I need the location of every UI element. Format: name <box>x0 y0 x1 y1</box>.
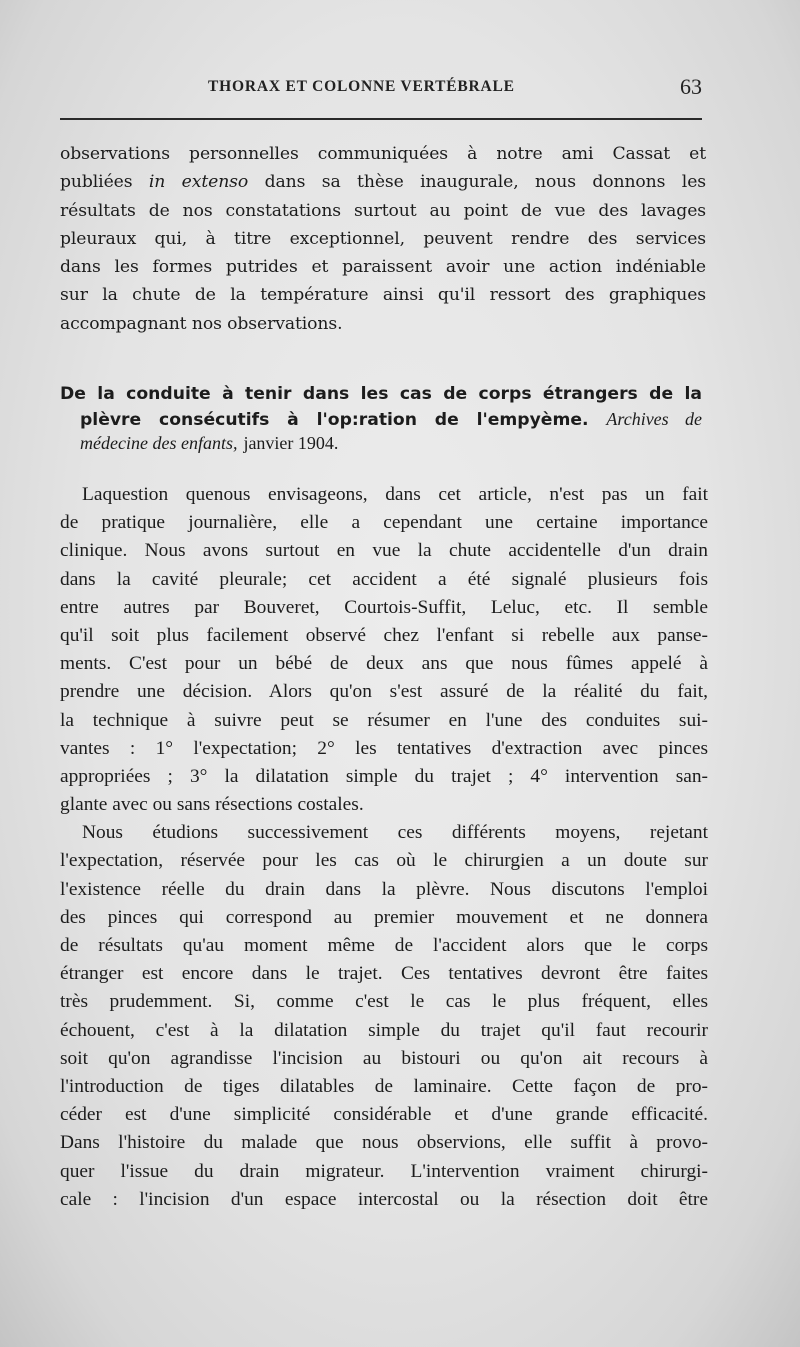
text-line: très prudemment. Si, comme c'est le cas le plus fréquent, elles <box>60 991 708 1013</box>
text-line: qu'il soit plus facilement observé chez l'enfant si rebelle aux panse- <box>60 624 708 646</box>
text-line: accompagnant nos observations. <box>60 313 343 334</box>
text-line: prendre une décision. Alors qu'on s'est assuré de la réalité du fait, <box>60 681 708 703</box>
latin-phrase: in extenso <box>148 172 249 193</box>
text-line: glante avec ou sans résections costales. <box>60 794 364 816</box>
text-line-content: publiées in extenso dans sa thèse inaugurale, nous donnons les <box>60 172 706 193</box>
text-line: échouent, c'est à la dilatation simple du trajet qu'il faut recourir <box>60 1019 708 1041</box>
bibliographic-reference <box>60 382 702 456</box>
text-line: soit qu'on agrandisse l'incision au bistouri ou qu'on ait recours à <box>60 1047 708 1069</box>
text-line: céder est d'une simplicité considérable et d'une grande efficacité. <box>60 1104 708 1126</box>
page-number: 63 <box>680 74 702 99</box>
text-line: ments. C'est pour un bébé de deux ans que nous fûmes appelé à <box>60 653 708 675</box>
text-line: quer l'issue du drain migrateur. L'intervention vraiment chirurgi- <box>60 1160 708 1182</box>
text-line: sur la chute de la température ainsi qu'il ressort des graphiques <box>60 285 706 306</box>
reference-title-line: De la conduite à tenir dans les cas de corps étrangers de la <box>60 384 702 404</box>
text-line: entre autres par Bouveret, Courtois-Suffit, Leluc, etc. Il semble <box>60 596 708 618</box>
text-line: l'introduction de tiges dilatables de laminaire. Cette façon de pro- <box>60 1075 708 1097</box>
text-line: la technique à suivre peut se résumer en l'une des conduites sui- <box>60 709 708 731</box>
text-line: Nous étudions successivement ces différents moyens, rejetant <box>82 822 708 844</box>
journal-name: Archives de <box>606 408 703 429</box>
body-text <box>60 481 708 1214</box>
running-head <box>60 74 710 104</box>
text-line: dans la cavité pleurale; cet accident a été signalé plusieurs fois <box>60 568 708 590</box>
reference-title-line <box>60 407 702 432</box>
text-line: des pinces qui correspond au premier mouvement et ne donnera <box>60 906 708 928</box>
intro-paragraph <box>60 140 706 338</box>
text-line: Dans l'histoire du malade que nous observions, elle suffit à provo- <box>60 1132 708 1154</box>
text-line: étranger est encore dans le trajet. Ces tentatives devront être faites <box>60 963 708 985</box>
text-line: résultats de nos constatations surtout au point de vue des lavages <box>60 200 706 221</box>
text-line: pleuraux qui, à titre exceptionnel, peuvent rendre des services <box>60 228 706 249</box>
text-line <box>60 168 706 196</box>
journal-name-cont: médecine des enfants, <box>80 433 238 453</box>
text-line: l'existence réelle du drain dans la plèvre. Nous discutons l'emploi <box>60 878 708 900</box>
publication-date: janvier 1904. <box>243 433 339 453</box>
text-line: de résultats qu'au moment même de l'accident alors que le corps <box>60 935 708 956</box>
running-title: THORAX ET COLONNE VERTÉBRALE <box>208 78 515 95</box>
header-rule <box>60 118 702 120</box>
text-line: l'expectation, réservée pour les cas où le chirurgien a un doute sur <box>60 850 708 872</box>
text-line: de pratique journalière, elle a cependant une certaine importance <box>60 512 708 534</box>
reference-journal-line <box>60 431 702 456</box>
text-line: appropriées ; 3° la dilatation simple du trajet ; 4° intervention san- <box>60 765 708 787</box>
text-line: Laquestion quenous envisageons, dans cet article, n'est pas un fait <box>82 484 708 505</box>
text-line: observations personnelles communiquées à notre ami Cassat et <box>60 144 706 164</box>
text-line: vantes : 1° l'expectation; 2° les tentatives d'extraction avec pinces <box>60 737 708 759</box>
text-line: cale : l'incision d'un espace intercostal ou la résection doit être <box>60 1188 708 1210</box>
text-line: dans les formes putrides et paraissent avoir une action indéniable <box>60 257 706 278</box>
reference-title-part: plèvre consécutifs à l'op:ration de l'empyème. <box>80 409 589 430</box>
text-line: clinique. Nous avons surtout en vue la chute accidentelle d'un drain <box>60 540 708 562</box>
